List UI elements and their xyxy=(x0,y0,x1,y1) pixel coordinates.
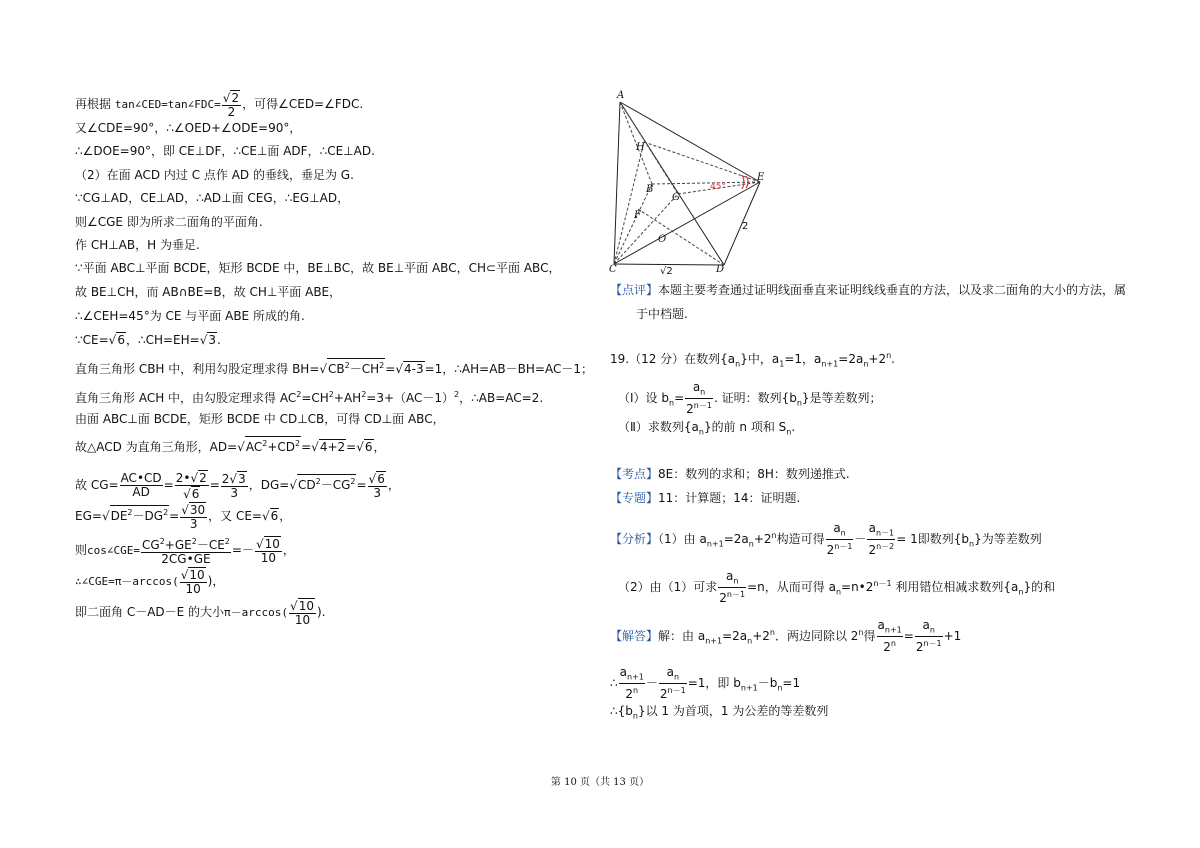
text-line xyxy=(75,214,263,230)
text-run: 10 xyxy=(294,613,311,627)
fraction-numerator xyxy=(175,470,209,486)
figure-label-c: C xyxy=(609,264,617,274)
fraction-denominator xyxy=(685,399,713,416)
text-line xyxy=(75,535,295,566)
text-run: 3 xyxy=(230,486,239,500)
fraction-numerator xyxy=(180,567,207,583)
text-run: ，∴CH=EH= xyxy=(125,333,200,347)
text-line xyxy=(610,703,828,724)
math-text: （1）由 $a_{n+1}=2a_n+2^n$构造可得 xyxy=(658,531,825,549)
text-run: 10 xyxy=(185,582,201,596)
fraction-numerator xyxy=(718,570,746,588)
fraction xyxy=(180,502,207,531)
text-line xyxy=(610,666,800,701)
fraction-numerator xyxy=(141,535,231,553)
fraction xyxy=(659,666,687,701)
text-run: 由面 ABC⊥面 BCDE，矩形 BCDE 中 CD⊥CB，可得 CD⊥面 ABC， xyxy=(75,412,445,426)
fraction xyxy=(877,619,903,654)
fraction-denominator xyxy=(141,553,231,566)
square-root: √3 xyxy=(199,333,217,347)
text-line xyxy=(75,237,200,253)
text-line xyxy=(75,470,400,501)
fraction-numerator xyxy=(368,471,387,487)
fraction xyxy=(685,381,713,416)
text-run: ，又 CE= xyxy=(208,509,262,523)
fraction xyxy=(180,567,207,596)
fraction-denominator xyxy=(619,684,645,701)
square-root: √6 xyxy=(262,509,279,523)
math-text: $a_n$ xyxy=(922,618,935,635)
fraction-denominator xyxy=(221,487,248,500)
text-run: 作 CH⊥AB，H 为垂足. xyxy=(75,238,200,252)
fraction-denominator xyxy=(289,614,316,627)
math-text: （Ⅱ）求数列$\{a_n\}$的前 n 项和 $S_n$. xyxy=(618,420,796,437)
section-tag: 【点评】 xyxy=(610,283,659,297)
text-run: ∵平面 ABC⊥平面 BCDE，矩形 BCDE 中，BE⊥BC，故 BE⊥平面 ABC，CH⊂平面 ABC， xyxy=(75,261,561,275)
text-line xyxy=(610,619,961,654)
math-text: $a_n$ xyxy=(833,521,846,538)
text-line xyxy=(75,387,543,406)
text-run: +1 xyxy=(943,629,962,644)
text-run: = xyxy=(356,478,367,492)
fraction-denominator xyxy=(867,540,895,557)
figure-label-d: D xyxy=(716,264,725,274)
section-tag: 【专题】 xyxy=(610,491,659,505)
page-footer: 第 10 页（共 13 页） xyxy=(550,777,650,788)
text-line xyxy=(75,90,363,119)
fraction-numerator xyxy=(877,619,903,637)
square-root: √6 xyxy=(108,333,125,347)
text-line xyxy=(75,190,349,206)
square-root: √3 xyxy=(229,472,246,486)
fraction-numerator xyxy=(180,502,207,518)
text-run: 故 CG= xyxy=(75,478,119,492)
text-run: = xyxy=(903,629,914,644)
figure-label-e: E xyxy=(757,172,765,183)
math-text: 2$^n$ xyxy=(883,639,896,655)
section-tag: 【分析】 xyxy=(610,532,659,547)
square-root: √30 xyxy=(181,503,206,517)
text-run: 2CG•GE xyxy=(161,552,211,566)
text-line xyxy=(75,143,375,159)
square-root: √6 xyxy=(356,440,373,454)
text-run: 2 xyxy=(221,472,230,486)
fraction xyxy=(222,90,241,119)
figure-angle-label: 45° xyxy=(710,182,726,192)
fraction xyxy=(255,536,282,565)
text-run: = xyxy=(209,478,220,492)
text-run: = xyxy=(385,362,396,376)
text-run: ， xyxy=(282,543,295,557)
text-run: =－ xyxy=(231,543,254,557)
text-run: 即二面角 C－AD－E 的大小 xyxy=(75,605,225,619)
math-text: $a_{n+1}$ xyxy=(877,618,902,635)
text-run: 本题主要考查通过证明线面垂直来证明线线垂直的方法，以及求二面角的大小的方法，属 xyxy=(658,283,1127,297)
text-run: ， xyxy=(373,440,386,454)
text-run: ). xyxy=(316,605,326,619)
fraction xyxy=(221,471,248,500)
text-line xyxy=(618,381,882,416)
text-run: 3 xyxy=(373,486,382,500)
fraction-numerator xyxy=(221,471,248,487)
square-root: √10 xyxy=(290,599,314,613)
text-line xyxy=(75,502,291,531)
text-line xyxy=(75,167,354,183)
text-line xyxy=(610,282,1126,298)
math-text: $2^{n-1}$ xyxy=(826,542,853,558)
math-text: $2^{n-1}$ xyxy=(719,590,746,606)
text-run: = xyxy=(163,478,174,492)
text-run: 直角三角形 CBH 中，利用勾股定理求得 BH= xyxy=(75,362,320,376)
square-root: $√CD^2-CG^2$ xyxy=(289,474,356,493)
text-run: π－arccos( xyxy=(224,606,289,619)
text-run: ，可得∠CED=∠FDC. xyxy=(242,97,364,111)
math-text: $2^{n-1}$ xyxy=(659,686,686,702)
fraction-numerator xyxy=(685,381,713,399)
math-text: 解：由 $a_{n+1}=2a_n+2^n$．两边同除以 2$^n$得 xyxy=(658,628,876,646)
fraction-numerator xyxy=(289,598,316,614)
math-text: $a_n$ xyxy=(666,665,680,682)
text-run: AD xyxy=(132,485,150,499)
fraction xyxy=(120,472,163,499)
figure-label-h: H xyxy=(636,142,645,153)
fraction-denominator xyxy=(877,637,903,654)
fraction xyxy=(915,619,943,654)
figure-label-g: G xyxy=(672,192,680,203)
square-root: $√CB^2-CH^2$ xyxy=(319,358,385,377)
text-run: . xyxy=(217,333,221,347)
text-run: 2 xyxy=(227,105,236,119)
text-run: 再根据 xyxy=(75,97,115,111)
text-run: ∵CE= xyxy=(75,333,109,347)
square-root: √6 xyxy=(368,472,385,486)
math-text: （Ⅰ）设 $b_n=$ xyxy=(618,391,685,408)
math-text: $2^{n-2}$ xyxy=(868,542,895,558)
figure-label-f: F xyxy=(634,210,641,221)
text-line xyxy=(610,522,1042,557)
text-run: AC•CD xyxy=(120,471,162,485)
section-tag: 【考点】 xyxy=(610,467,659,481)
figure-side-de: 2 xyxy=(742,221,749,232)
fraction-numerator xyxy=(826,522,854,540)
text-run: = xyxy=(346,440,357,454)
fraction xyxy=(867,522,895,557)
text-line xyxy=(75,120,301,136)
fraction-numerator xyxy=(222,90,241,106)
square-root: √4+2 xyxy=(311,440,346,454)
square-root: √10 xyxy=(255,537,280,551)
math-text: $a_n$ xyxy=(725,569,739,586)
text-run: ∴ xyxy=(610,676,618,691)
fraction-numerator xyxy=(255,536,282,552)
text-line xyxy=(75,567,224,596)
fraction xyxy=(826,522,854,557)
fraction-numerator xyxy=(120,472,163,486)
text-line xyxy=(75,598,325,627)
math-text: $a_n$ xyxy=(692,380,706,397)
text-line xyxy=(618,570,1055,605)
fraction-denominator xyxy=(826,540,854,557)
fraction-numerator xyxy=(659,666,687,684)
fraction-denominator xyxy=(368,487,387,500)
text-run: （2）在面 ACD 内过 C 点作 AD 的垂线，垂足为 G. xyxy=(75,168,354,182)
text-line xyxy=(75,411,445,427)
text-run: 于中档题. xyxy=(636,307,688,321)
text-run: 故△ACD 为直角三角形，AD= xyxy=(75,440,238,454)
text-run: 3 xyxy=(189,517,198,531)
math-text: = 1即数列$\{b_n\}$为等差数列 xyxy=(896,532,1042,549)
text-line xyxy=(610,348,895,372)
math-text: 直角三角形 ACH 中，由勾股定理求得 $AC^2=CH^2+AH^2=3+(AC-1)^2$，∴AB=AC=2. xyxy=(75,390,544,405)
fraction-denominator xyxy=(659,684,687,701)
math-text: $CG^2+GE^2-CE^2$ xyxy=(142,537,230,552)
text-run: － xyxy=(854,532,867,547)
text-run: tan∠CED=tan∠FDC= xyxy=(114,98,221,111)
text-run: 则∠CGE 即为所求二面角的平面角. xyxy=(75,215,263,229)
text-run: 11：计算题；14：证明题. xyxy=(658,491,801,505)
fraction xyxy=(289,598,316,627)
math-text: =1，即 $b_{n+1}-b_n=1$ xyxy=(687,676,801,693)
square-root: √2 xyxy=(222,91,240,105)
text-line xyxy=(618,419,795,440)
math-text: =n，从而可得 $a_n=n•2^{n-1}$ 利用错位相减求数列$\{a_n\}$的和 xyxy=(747,579,1056,597)
text-line xyxy=(636,306,688,322)
text-run: 8E：数列的求和；8H：数列递推式. xyxy=(658,467,850,481)
fraction-denominator xyxy=(120,486,163,499)
fraction-denominator xyxy=(222,106,241,119)
text-line xyxy=(610,490,800,506)
text-line xyxy=(610,466,850,482)
math-text: $\therefore\{b_n\}$以 1 为首项，1 为公差的等差数列 xyxy=(610,704,829,721)
square-root: √6 xyxy=(183,487,200,501)
text-line xyxy=(75,332,221,348)
fraction xyxy=(368,471,387,500)
text-line xyxy=(75,284,341,300)
text-line xyxy=(75,260,560,276)
math-text: 19.（12 分）在数列$\{a_n\}$中，$a_1=1$，$a_{n+1}=2a_n+2^n$. xyxy=(610,351,895,369)
text-run: = xyxy=(301,440,312,454)
fraction-denominator xyxy=(175,486,209,501)
square-root: $√AC^2+CD^2$ xyxy=(237,436,301,455)
text-run: ∴∠CEH=45°为 CE 与平面 ABE 所成的角. xyxy=(75,309,305,323)
text-run: 10 xyxy=(260,551,277,565)
math-text: 2$^n$ xyxy=(625,686,639,702)
fraction-denominator xyxy=(915,637,943,654)
square-root: √10 xyxy=(180,568,205,582)
fraction-denominator xyxy=(180,518,207,531)
fraction-numerator xyxy=(867,522,895,540)
text-run: )， xyxy=(207,574,225,588)
text-run: 故 BE⊥CH，而 AB∩BE=B，故 CH⊥平面 ABE， xyxy=(75,285,342,299)
figure-label-o: O xyxy=(658,234,667,245)
text-line xyxy=(75,358,593,377)
fraction xyxy=(619,666,645,701)
text-run: cos∠CGE= xyxy=(87,544,140,557)
text-run: ， xyxy=(387,478,400,492)
fraction-numerator xyxy=(915,619,943,637)
text-run: 2• xyxy=(175,471,191,485)
math-text: $2^{n-1}$ xyxy=(915,639,942,655)
square-root: $√DE^2-DG^2$ xyxy=(102,505,169,524)
math-text: $a_{n+1}$ xyxy=(619,665,644,682)
fraction-numerator xyxy=(619,666,645,684)
text-run: 则 xyxy=(75,543,88,557)
text-run: ∴∠DOE=90°，即 CE⊥DF，∴CE⊥面 ADF，∴CE⊥AD. xyxy=(75,144,375,158)
text-line xyxy=(75,308,305,324)
fraction-denominator xyxy=(718,588,746,605)
math-text: $a_{n-1}$ xyxy=(868,521,895,538)
text-run: － xyxy=(645,676,658,691)
pyramid-figure xyxy=(596,84,766,274)
fraction-denominator xyxy=(180,583,207,596)
text-run: ∴∠CGE=π－arccos( xyxy=(75,575,179,588)
fraction-denominator xyxy=(255,552,282,565)
text-run: ∵CG⊥AD，CE⊥AD，∴AD⊥面 CEG，∴EG⊥AD， xyxy=(75,191,350,205)
square-root: √2 xyxy=(190,471,207,485)
text-run: = xyxy=(169,509,180,523)
section-tag: 【解答】 xyxy=(610,629,659,644)
text-run: 又∠CDE=90°，∴∠OED+∠ODE=90°， xyxy=(75,121,302,135)
text-line xyxy=(75,436,386,455)
text-run: =1，∴AH=AB－BH=AC－1； xyxy=(424,362,593,376)
figure-side-cd: √2 xyxy=(660,266,673,274)
fraction xyxy=(141,535,231,566)
math-text: $2^{n-1}$ xyxy=(686,401,712,417)
text-run: （2）由（1）可求 xyxy=(618,580,718,595)
text-run: ，DG= xyxy=(248,478,290,492)
square-root: √4-3 xyxy=(395,362,424,376)
fraction xyxy=(175,470,209,501)
text-run: ， xyxy=(279,509,292,523)
fraction xyxy=(718,570,746,605)
math-text: . 证明：数列$\{b_n\}$是等差数列； xyxy=(713,391,882,408)
figure-label-b: B xyxy=(646,184,654,195)
figure-label-a: A xyxy=(617,90,625,101)
text-run: EG= xyxy=(75,509,102,523)
